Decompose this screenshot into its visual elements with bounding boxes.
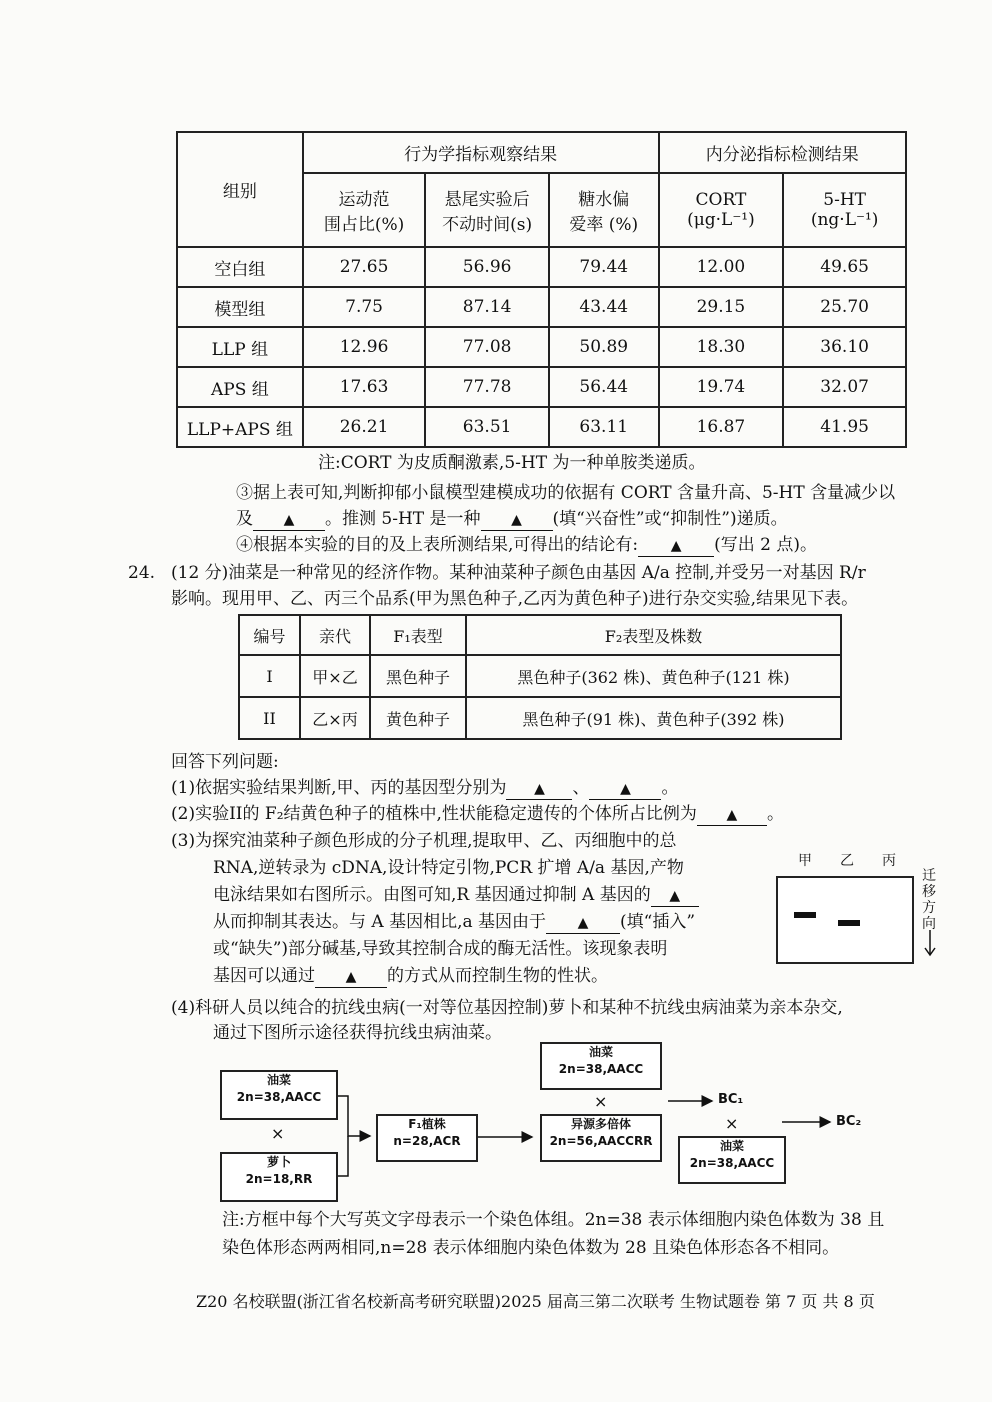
col-header: CORT (μg·L⁻¹) <box>659 173 784 247</box>
q24-part2: (2)实验II的 F₂结黄色种子的植株中,性状能稳定遗传的个体所占比例为 ▲ 。 <box>171 804 784 824</box>
q24-number: 24. <box>128 563 156 583</box>
allopolyploid-box: 异源多倍体 2n=56,AACCRR <box>540 1114 662 1162</box>
f1-plant-box: F₁植株 n=28,ACR <box>376 1114 478 1162</box>
lane-label: 甲 <box>798 853 812 869</box>
answer-blank[interactable]: ▲ <box>315 967 387 988</box>
q24-part3-line2: RNA,逆转录为 cDNA,设计特定引物,PCR 扩增 A/a 基因,产物 <box>213 858 684 878</box>
rape-parent-box: 油菜 2n=38,AACC <box>220 1070 338 1120</box>
table-row: I 甲×乙 黑色种子 黑色种子(362 株)、黄色种子(121 株) <box>239 655 841 697</box>
answer-blank[interactable]: ▲ <box>697 805 767 826</box>
table-row: 模型组 7.75 87.14 43.44 29.15 25.70 <box>177 287 906 327</box>
diagram-note-line1: 注:方框中每个大写英文字母表示一个染色体组。2n=38 表示体细胞内染色体数为 38 且 <box>222 1210 885 1230</box>
col-header: 悬尾实验后 不动时间(s) <box>425 173 549 247</box>
behavior-header: 行为学指标观察结果 <box>303 132 659 173</box>
cross-symbol: × <box>271 1124 285 1143</box>
group-header: 组别 <box>177 132 303 247</box>
table-note: 注:CORT 为皮质酮激素,5-HT 为一种单胺类递质。 <box>318 453 706 473</box>
table-row: II 乙×丙 黄色种子 黑色种子(91 株)、黄色种子(392 株) <box>239 697 841 739</box>
rape-box-bottom: 油菜 2n=38,AACC <box>678 1136 786 1184</box>
answer-prompt: 回答下列问题: <box>171 752 279 772</box>
q24-part3-line4: 从而抑制其表达。与 A 基因相比,a 基因由于 ▲ (填“插入” <box>213 912 696 932</box>
col-header: F₂表型及株数 <box>466 615 841 655</box>
cross-symbol: × <box>725 1114 739 1133</box>
table-row: LLP 组 12.96 77.08 50.89 18.30 36.10 <box>177 327 906 367</box>
answer-blank[interactable]: ▲ <box>481 510 553 531</box>
q24-part3-line3: 电泳结果如右图所示。由图可知,R 基因通过抑制 A 基因的 ▲ <box>213 883 699 907</box>
bc1-label: BC₁ <box>718 1092 744 1107</box>
col-header: 5-HT (ng·L⁻¹) <box>783 173 906 247</box>
q24-part3-line1: (3)为探究油菜种子颜色形成的分子机理,提取甲、乙、丙细胞中的总 <box>171 831 677 851</box>
table-row: LLP+APS 组 26.21 63.51 63.11 16.87 41.95 <box>177 407 906 447</box>
page-footer: Z20 名校联盟(浙江省名校新高考研究联盟)2025 届高三第二次联考 生物试题卷 第 7 页 共 8 页 <box>196 1292 875 1311</box>
table-row: APS 组 17.63 77.78 56.44 19.74 32.07 <box>177 367 906 407</box>
radish-parent-box: 萝卜 2n=18,RR <box>220 1152 338 1202</box>
q24-part1: (1)依据实验结果判断,甲、丙的基因型分别为 ▲ 、 ▲ 。 <box>171 778 679 798</box>
col-header: 编号 <box>239 615 300 655</box>
q24-part3-line6: 基因可以通过 ▲ 的方式从而控制生物的性状。 <box>213 966 608 986</box>
q23-item3-line1: ③据上表可知,判断抑郁小鼠模型建模成功的依据有 CORT 含量升高、5-HT 含量减少以 <box>236 483 896 503</box>
answer-blank[interactable]: ▲ <box>546 913 620 934</box>
lane-label: 丙 <box>882 853 896 869</box>
col-header: 亲代 <box>300 615 370 655</box>
direction-label: 迁移方向 <box>922 868 936 932</box>
answer-blank[interactable]: ▲ <box>638 536 714 557</box>
col-header: F₁表型 <box>370 615 466 655</box>
endocrine-header: 内分泌指标检测结果 <box>659 132 906 173</box>
cross-symbol: × <box>594 1092 608 1111</box>
answer-blank[interactable]: ▲ <box>253 510 325 531</box>
answer-blank[interactable]: ▲ <box>506 779 572 800</box>
col-header: 糖水偏 爱率 (%) <box>549 173 659 247</box>
col-header: 运动范 围占比(%) <box>303 173 426 247</box>
q24-part4-line2: 通过下图所示途径获得抗线虫病油菜。 <box>213 1023 502 1043</box>
answer-blank[interactable]: ▲ <box>651 886 699 907</box>
bc2-label: BC₂ <box>836 1114 862 1129</box>
q24-intro-line1: (12 分)油菜是一种常见的经济作物。某种油菜种子颜色由基因 A/a 控制,并受另一对基因 R/r <box>171 563 866 583</box>
table-row: 空白组 27.65 56.96 79.44 12.00 49.65 <box>177 247 906 287</box>
q24-intro-line2: 影响。现用甲、乙、丙三个品系(甲为黑色种子,乙丙为黄色种子)进行杂交实验,结果见下表。 <box>171 589 859 609</box>
diagram-note-line2: 染色体形态两两相同,n=28 表示体细胞内染色体数为 28 且染色体形态各不相同。 <box>222 1238 840 1258</box>
q24-part4-line1: (4)科研人员以纯合的抗线虫病(一对等位基因控制)萝卜和某种不抗线虫病油菜为亲本杂交, <box>171 998 843 1018</box>
rape-box-top: 油菜 2n=38,AACC <box>540 1042 662 1090</box>
lane-label: 乙 <box>840 853 854 869</box>
answer-blank[interactable]: ▲ <box>589 779 661 800</box>
q23-item3-line2: 及 ▲ 。推测 5-HT 是一种 ▲ (填“兴奋性”或“抑制性”)递质。 <box>236 509 788 529</box>
q24-part3-line5: 或“缺失”)部分碱基,导致其控制合成的酶无活性。该现象表明 <box>213 939 668 959</box>
q23-item4: ④根据本实验的目的及上表所测结果,可得出的结论有: ▲ (写出 2 点)。 <box>236 535 818 555</box>
